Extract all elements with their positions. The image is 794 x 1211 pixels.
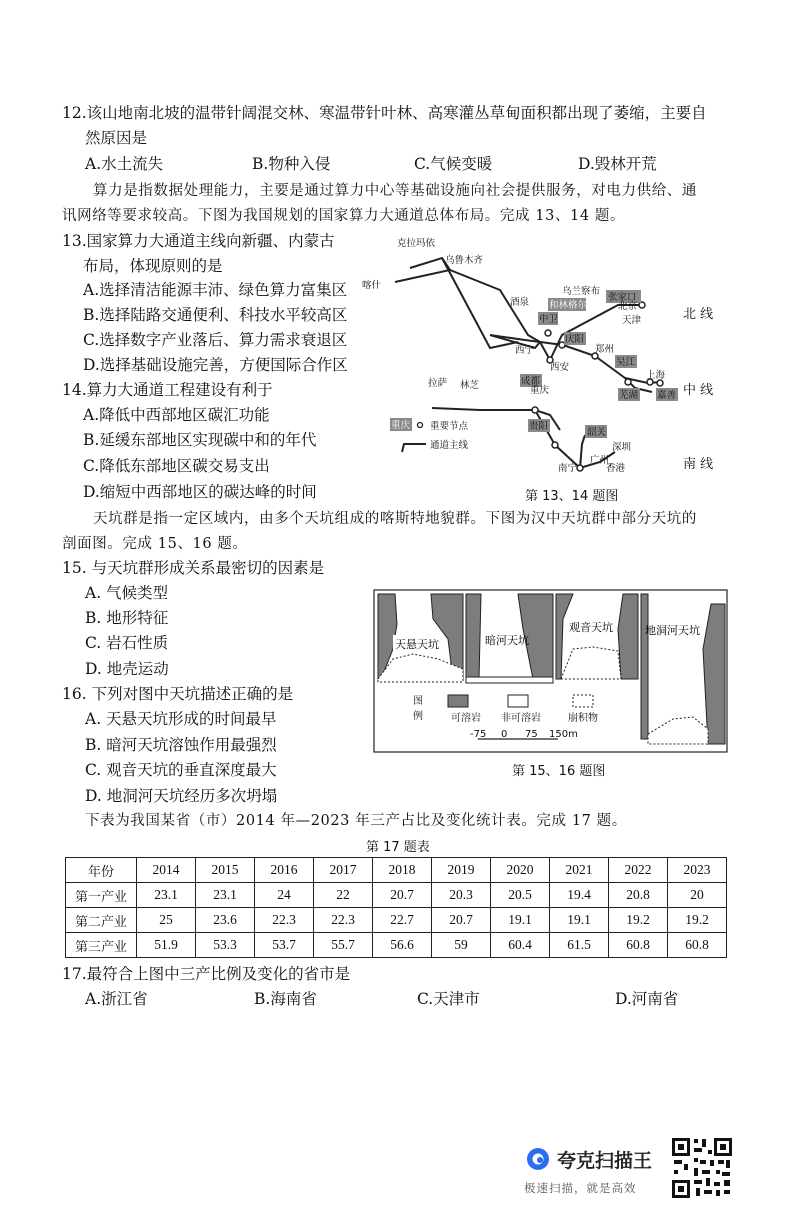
label-guangzhou: 广州 (590, 455, 610, 466)
table-header-cell: 2017 (314, 858, 373, 883)
table-cell: 51.9 (137, 933, 196, 958)
q15-stem: 15. 与天坑群形成关系最密切的因素是 (62, 559, 325, 577)
q13-stem-line1: 13.国家算力大通道主线向新疆、内蒙古 (62, 232, 335, 250)
label-zhangjiakou: 张家口 (608, 292, 637, 303)
label-shanghai: 上海 (646, 370, 666, 381)
table-row (66, 883, 727, 908)
table-header-cell: 2014 (137, 858, 196, 883)
q16-stem: 16. 下列对图中天坑描述正确的是 (62, 685, 294, 703)
q12-option-d: D.毁林开荒 (578, 155, 657, 173)
important-nodes (532, 302, 663, 471)
passage1-line2: 讯网络等要求较高。下图为我国规划的国家算力大通道总体布局。完成 13、14 题。 (62, 208, 626, 224)
table-cell: 61.5 (550, 933, 609, 958)
q16-option-a: A. 天悬天坑形成的时间最早 (85, 710, 277, 728)
table-cell: 55.7 (314, 933, 373, 958)
table-cell: 20.3 (432, 883, 491, 908)
scanner-slogan: 极速扫描，就是高效 (524, 1181, 637, 1195)
table-cell: 20.7 (373, 883, 432, 908)
q13-option-d: D.选择基础设施完善，方便国际合作区 (83, 356, 348, 374)
table-cell: 59 (432, 933, 491, 958)
scale-0: 0 (501, 729, 508, 740)
table-header-cell: 2020 (491, 858, 550, 883)
label-tianjin: 天津 (622, 315, 642, 326)
legend-insoluble-rock: 非可溶岩 (501, 713, 541, 724)
scanner-brand: 夸克扫描王 (557, 1150, 653, 1172)
label-qingyang: 庆阳 (565, 334, 585, 345)
table-cell: 19.2 (609, 908, 668, 933)
table-cell: 20.7 (432, 908, 491, 933)
map-legend (391, 419, 469, 452)
table-cell: 53.3 (196, 933, 255, 958)
q14-option-a: A.降低中西部地区碳汇功能 (83, 406, 270, 424)
q17-option-b: B.海南省 (254, 990, 317, 1008)
table-cell: 22.3 (314, 908, 373, 933)
q13-option-b: B.选择陆路交通便利、科技水平较高区 (83, 306, 348, 324)
label-guiyang: 贵阳 (529, 421, 549, 432)
label-kelamayi: 克拉玛依 (397, 238, 436, 249)
industry-share-table (65, 857, 727, 958)
table-header-cell: 2015 (196, 858, 255, 883)
q15-option-a: A. 气候类型 (85, 584, 169, 602)
qr-code-icon (670, 1136, 734, 1200)
quark-logo-icon (526, 1147, 550, 1171)
table-cell: 60.8 (668, 933, 727, 958)
table-row (66, 933, 727, 958)
label-xining: 西宁 (515, 345, 535, 356)
table-cell: 19.4 (550, 883, 609, 908)
label-tianxuan: 天悬天坑 (395, 638, 439, 651)
label-heerduosi: 和林格尔 (549, 300, 588, 311)
computing-corridor-map (350, 230, 750, 485)
table-header-cell: 年份 (66, 858, 137, 883)
table-cell: 19.2 (668, 908, 727, 933)
label-lasa: 拉萨 (428, 378, 448, 389)
label-guanyin: 观音天坑 (569, 621, 613, 634)
q12-stem-line1: 12.该山地南北坡的温带针阔混交林、寒温带针叶林、高寒灌丛草甸面积都出现了萎缩，主要自 (62, 104, 707, 122)
qr-code (670, 1136, 734, 1200)
q17-option-d: D.河南省 (615, 990, 679, 1008)
q17-option-a: A.浙江省 (85, 990, 148, 1008)
q12-option-b: B.物种入侵 (252, 155, 331, 173)
table-title: 第 17 题表 (366, 840, 430, 855)
q16-option-c: C. 观音天坑的垂直深度最大 (85, 761, 277, 779)
label-xianggang: 香港 (606, 463, 626, 474)
q17-option-c: C.天津市 (417, 990, 480, 1008)
table-cell: 56.6 (373, 933, 432, 958)
label-shaoguan: 韶关 (587, 427, 607, 438)
table-cell: 22.3 (255, 908, 314, 933)
label-beijing: 北京 (618, 301, 638, 312)
table-header-cell: 2018 (373, 858, 432, 883)
table-header-cell: 2022 (609, 858, 668, 883)
label-wuhu: 芜湖 (619, 390, 639, 401)
q16-option-b: B. 暗河天坑溶蚀作用最强烈 (85, 736, 277, 754)
q12-option-c: C.气候变暖 (414, 155, 493, 173)
table-cell: 20.8 (609, 883, 668, 908)
q12-stem-line2: 然原因是 (85, 129, 148, 147)
label-kashi: 喀什 (362, 280, 382, 291)
label-wujiang: 吴江 (616, 357, 636, 368)
table-header-cell: 2019 (432, 858, 491, 883)
table-header-cell: 2016 (255, 858, 314, 883)
q17-stem: 17.最符合上图中三产比例及变化的省市是 (62, 965, 351, 983)
table-cell: 22 (314, 883, 373, 908)
table-header-cell: 2021 (550, 858, 609, 883)
label-jiuquan: 酒泉 (510, 297, 530, 308)
q15-option-d: D. 地壳运动 (85, 660, 169, 678)
table-cell: 60.4 (491, 933, 550, 958)
label-south-line: 南 线 (683, 457, 714, 472)
sinkhole-profile-figure (373, 589, 728, 753)
q14-option-c: C.降低东部地区碳交易支出 (83, 457, 270, 475)
label-middle-line: 中 线 (683, 383, 714, 398)
table-cell: 第一产业 (66, 883, 137, 908)
q15-option-b: B. 地形特征 (85, 609, 169, 627)
label-chongqing: 重庆 (530, 385, 550, 396)
map-caption: 第 13、14 题图 (525, 489, 619, 504)
passage2-line1: 天坑群是指一定区域内，由多个天坑组成的喀斯特地貌群。下图为汉中天坑群中部分天坑的 (93, 511, 697, 527)
legend-sample-box: 重庆 (391, 420, 411, 431)
table-cell: 23.1 (196, 883, 255, 908)
label-zhongwei: 中卫 (539, 314, 559, 325)
table-cell: 23.6 (196, 908, 255, 933)
q14-option-d: D.缩短中西部地区的碳达峰的时间 (83, 483, 317, 501)
passage1-line1: 算力是指数据处理能力，主要是通过算力中心等基础设施向社会提供服务，对电力供给、通 (93, 183, 697, 199)
table-cell: 53.7 (255, 933, 314, 958)
label-zhengzhou: 郑州 (595, 344, 615, 355)
q14-stem: 14.算力大通道工程建设有利于 (62, 381, 273, 399)
table-cell: 19.1 (491, 908, 550, 933)
table-cell: 24 (255, 883, 314, 908)
table-cell: 22.7 (373, 908, 432, 933)
label-wulanchabu: 乌兰察布 (562, 286, 601, 297)
q16-option-d: D. 地洞河天坑经历多次坍塌 (85, 787, 278, 805)
label-linzhi: 林芝 (460, 380, 480, 391)
label-anhe: 暗河天坑 (485, 634, 529, 647)
table-header-row (66, 858, 727, 883)
label-wulumuqi: 乌鲁木齐 (445, 255, 484, 266)
sinkhole-caption: 第 15、16 题图 (512, 764, 606, 779)
q13-stem-line2: 布局，体现原则的是 (83, 257, 223, 275)
route-labels (683, 306, 713, 472)
legend-node-label: 重要节点 (430, 421, 469, 432)
scale-150m: 150m (549, 729, 578, 740)
label-shenzhen: 深圳 (612, 442, 632, 453)
label-nanning: 南宁 (558, 463, 578, 474)
q14-option-b: B.延缓东部地区实现碳中和的年代 (83, 431, 317, 449)
label-xian: 西安 (550, 362, 570, 373)
passage3-line1: 下表为我国某省（市）2014 年—2023 年三产占比及变化统计表。完成 17 题。 (85, 813, 627, 829)
legend-title-1: 图 (413, 696, 423, 707)
table-cell: 20 (668, 883, 727, 908)
table-cell: 第三产业 (66, 933, 137, 958)
scale-minus75: -75 (470, 729, 487, 740)
q13-option-c: C.选择数字产业落后、算力需求衰退区 (83, 331, 348, 349)
table-cell: 60.8 (609, 933, 668, 958)
label-chengdu: 成都 (521, 376, 541, 387)
table-cell: 25 (137, 908, 196, 933)
legend-main-label: 通道主线 (430, 440, 469, 451)
passage2-line2: 剖面图。完成 15、16 题。 (62, 536, 248, 552)
legend-collapse-deposit: 崩积物 (568, 713, 598, 724)
label-didonghe: 地洞河天坑 (645, 624, 700, 637)
scanner-logo (526, 1147, 550, 1171)
table-row (66, 908, 727, 933)
q15-option-c: C. 岩石性质 (85, 634, 169, 652)
table-cell: 23.1 (137, 883, 196, 908)
q12-option-a: A.水土流失 (85, 155, 164, 173)
label-north-line: 北 线 (683, 307, 714, 322)
legend-title-2: 例 (413, 711, 423, 722)
table-cell: 20.5 (491, 883, 550, 908)
scale-75: 75 (525, 729, 538, 740)
label-jiashan: 嘉善 (657, 390, 677, 401)
legend-soluble-rock: 可溶岩 (451, 713, 481, 724)
table-header-cell: 2023 (668, 858, 727, 883)
q13-option-a: A.选择清洁能源丰沛、绿色算力富集区 (83, 281, 348, 299)
table-cell: 第二产业 (66, 908, 137, 933)
table-cell: 19.1 (550, 908, 609, 933)
